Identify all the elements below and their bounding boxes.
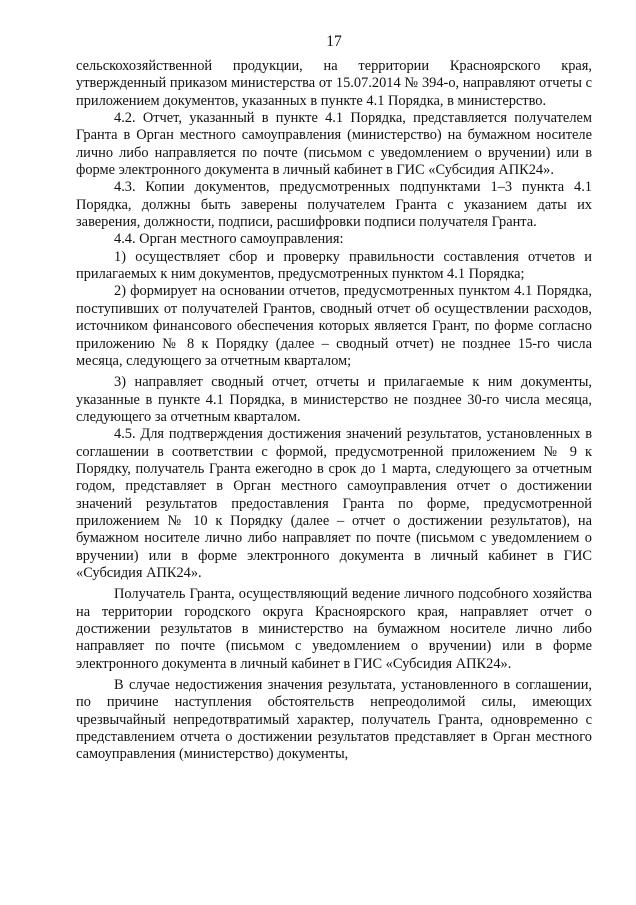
page-number: 17 <box>326 33 342 50</box>
paragraph-4-4-item-3: 3) направляет сводный отчет, отчеты и прилагаемые к ним документы, указанные в пункте 4.1 Порядка, в министерство не позднее 30-го числа месяца, следующего за отчетным кварталом. <box>76 374 592 425</box>
paragraph-4-5: 4.5. Для подтверждения достижения значений результатов, установленных в соглашении в соответствии с формой, предусмотренной приложением № 9 к Порядку, получатель Гранта ежегодно в срок до 1 марта, следующего за отчетным годом, представляет в Орган местного самоуправления отчет о достижении значений результатов предоставления Гранта по форме, предусмотренной приложением № 10 к Порядку (далее – отчет о достижении результатов), на бумажном носителе лично либо направляет по почте (письмом с уведомлением о вручении) или в форме электронного документа в личный кабинет в ГИС «Субсидия АПК24». <box>76 426 592 581</box>
document-body <box>76 58 592 764</box>
paragraph-4-4: 4.4. Орган местного самоуправления: <box>114 231 344 248</box>
paragraph-4-4-item-1: 1) осуществляет сбор и проверку правильности составления отчетов и прилагаемых к ним документов, предусмотренных пунктом 4.1 Порядка; <box>76 248 592 283</box>
paragraph-4-3: 4.3. Копии документов, предусмотренных подпунктами 1–3 пункта 4.1 Порядка, должны быть заверены получателем Гранта с указанием даты их заверения, должности, подписи, расшифровки подписи получателя Гранта. <box>76 179 592 231</box>
paragraph-4-4-item-2: 2) формирует на основании отчетов, предусмотренных пунктом 4.1 Порядка, поступивших от получателей Грантов, сводный отчет об осуществлении расходов, источником финансового обеспечения которых является Грант, по форме согласно приложению № 8 к Порядку (далее – сводный отчет) не позднее 15-го числа месяца, следующего за отчетным кварталом; <box>76 283 592 369</box>
paragraph-force-majeure: В случае недостижения значения результата, установленного в соглашении, по причине наступления обстоятельств непреодолимой силы, имеющих чрезвычайный непредотвратимый характер, получатель Гранта, одновременно с представлением отчета о достижении результатов представляет в Орган местного самоуправления (министерство) документы, <box>76 677 592 763</box>
paragraph-4-2: 4.2. Отчет, указанный в пункте 4.1 Порядка, представляется получателем Гранта в Орган местного самоуправления (министерство) на бумажном носителе лично либо направляется по почте (письмом с уведомлением о вручении) или в форме электронного документа в личный кабинет в ГИС «Субсидия АПК24». <box>76 110 592 179</box>
paragraph-household-recipient: Получатель Гранта, осуществляющий ведение личного подсобного хозяйства на территории городского округа Красноярского края, направляет отчет о достижении результатов в министерство на бумажном носителе лично либо направляет по почте (письмом с уведомлением о вручении) или в форме электронного документа в личный кабинет в ГИС «Субсидия АПК24». <box>76 586 592 672</box>
paragraph-continuation: сельскохозяйственной продукции, на территории Красноярского края, утвержденный приказом министерства от 15.07.2014 № 394-о, направляют отчеты с приложением документов, указанных в пункте 4.1 Порядка, в министерство. <box>76 58 592 109</box>
